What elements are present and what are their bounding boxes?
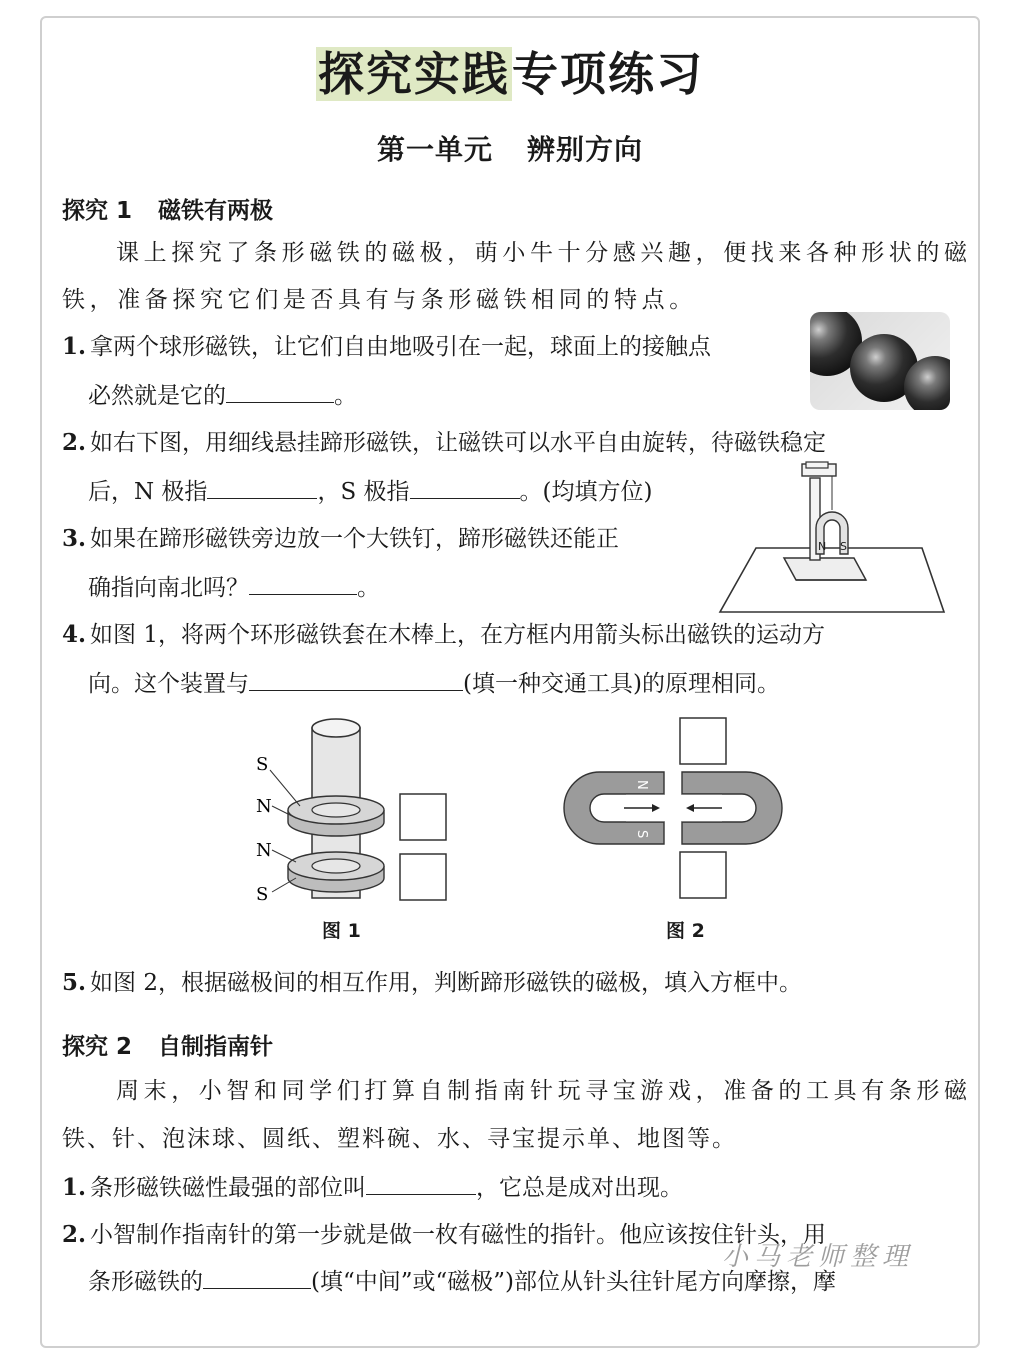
stand-label-s: S (840, 540, 847, 553)
fig1-label-n-bottom: N (256, 840, 272, 861)
fig1-answer-box-upper[interactable] (400, 794, 446, 840)
fig1-answer-box-lower[interactable] (400, 854, 446, 900)
section1-heading: 探究 1 磁铁有两极 (62, 198, 274, 224)
figure-2-horseshoe-magnets (556, 712, 792, 902)
s2-q2-line1: 2. 小智制作指南针的第一步就是做一枚有磁性的指针。他应该按住针头，用 (62, 1221, 827, 1248)
answer-blank-q4[interactable] (249, 668, 463, 691)
answer-blank-q2-n[interactable] (207, 476, 317, 499)
title-rest: 专项练习 (512, 47, 704, 101)
fig1-label-s-top: S (256, 754, 269, 775)
section1-intro-line2: 铁，准备探究它们是否具有与条形磁铁相同的特点。 (62, 287, 697, 313)
figure-2-caption: 图 2 (666, 920, 705, 942)
answer-blank-s2-q2[interactable] (203, 1266, 311, 1289)
fig2-answer-box-top[interactable] (680, 718, 726, 764)
fig1-label-n-top: N (256, 796, 272, 817)
fig2-label-s: S (634, 830, 649, 839)
fig1-label-s-bottom: S (256, 884, 269, 905)
hanging-magnet-figure (716, 458, 952, 618)
section1-intro-line1: 课上探究了条形磁铁的磁极，萌小牛十分感兴趣，便找来各种形状的磁 (116, 240, 972, 266)
s1-q1-line1: 1. 拿两个球形磁铁，让它们自由地吸引在一起，球面上的接触点 (62, 333, 712, 360)
section2-intro-line2: 铁、针、泡沫球、圆纸、塑料碗、水、寻宝提示单、地图等。 (62, 1126, 737, 1152)
figure-1-ring-magnets (250, 712, 460, 912)
s1-q2-line1: 2. 如右下图，用细线悬挂蹄形磁铁，让磁铁可以水平自由旋转，待磁铁稳定 (62, 429, 827, 456)
answer-blank-q2-s[interactable] (410, 476, 520, 499)
s1-q4-line1: 4. 如图 1，将两个环形磁铁套在木棒上，在方框内用箭头标出磁铁的运动方 (62, 621, 825, 648)
stand-label-n: N (818, 540, 827, 553)
answer-blank-s2-q1[interactable] (366, 1172, 476, 1195)
section2-heading: 探究 2 自制指南针 (62, 1034, 274, 1060)
s1-q1-line2: 必然就是它的 。 (88, 380, 357, 411)
s1-q2-line2: 后，N 极指 ，S 极指 。(均填方位) (88, 476, 652, 507)
watermark-text: 小马老师整理 (722, 1242, 915, 1272)
s1-q5-line1: 5. 如图 2，根据磁极间的相互作用，判断蹄形磁铁的磁极，填入方框中。 (62, 969, 802, 996)
fig2-label-n: N (634, 780, 649, 790)
unit-name: 辨别方向 (527, 133, 644, 166)
s1-q3-line2: 确指向南北吗？ 。 (88, 572, 380, 603)
s1-q3-line1: 3. 如果在蹄形磁铁旁边放一个大铁钉，蹄形磁铁还能正 (62, 525, 620, 552)
answer-blank-q3[interactable] (249, 572, 357, 595)
page-title (0, 38, 1020, 104)
s2-q1-line: 1. 条形磁铁磁性最强的部位叫 ，它总是成对出现。 (62, 1174, 684, 1201)
title-highlight: 探究实践 (318, 47, 510, 101)
s1-q4-line2: 向。这个装置与 (填一种交通工具)的原理相同。 (88, 668, 780, 699)
figure-1-caption: 图 1 (322, 920, 361, 942)
fig2-answer-box-bottom[interactable] (680, 852, 726, 898)
ball-magnets-photo (810, 312, 950, 410)
answer-blank-q1[interactable] (226, 380, 334, 403)
section2-intro-line1: 周末，小智和同学们打算自制指南针玩寻宝游戏，准备的工具有条形磁 (116, 1078, 972, 1104)
s2-q2-line2: 条形磁铁的 (填“中间”或“磁极”)部位从针头往针尾方向摩擦，摩 (88, 1266, 836, 1297)
unit-number: 第一单元 (376, 133, 493, 166)
unit-heading (0, 128, 1020, 168)
